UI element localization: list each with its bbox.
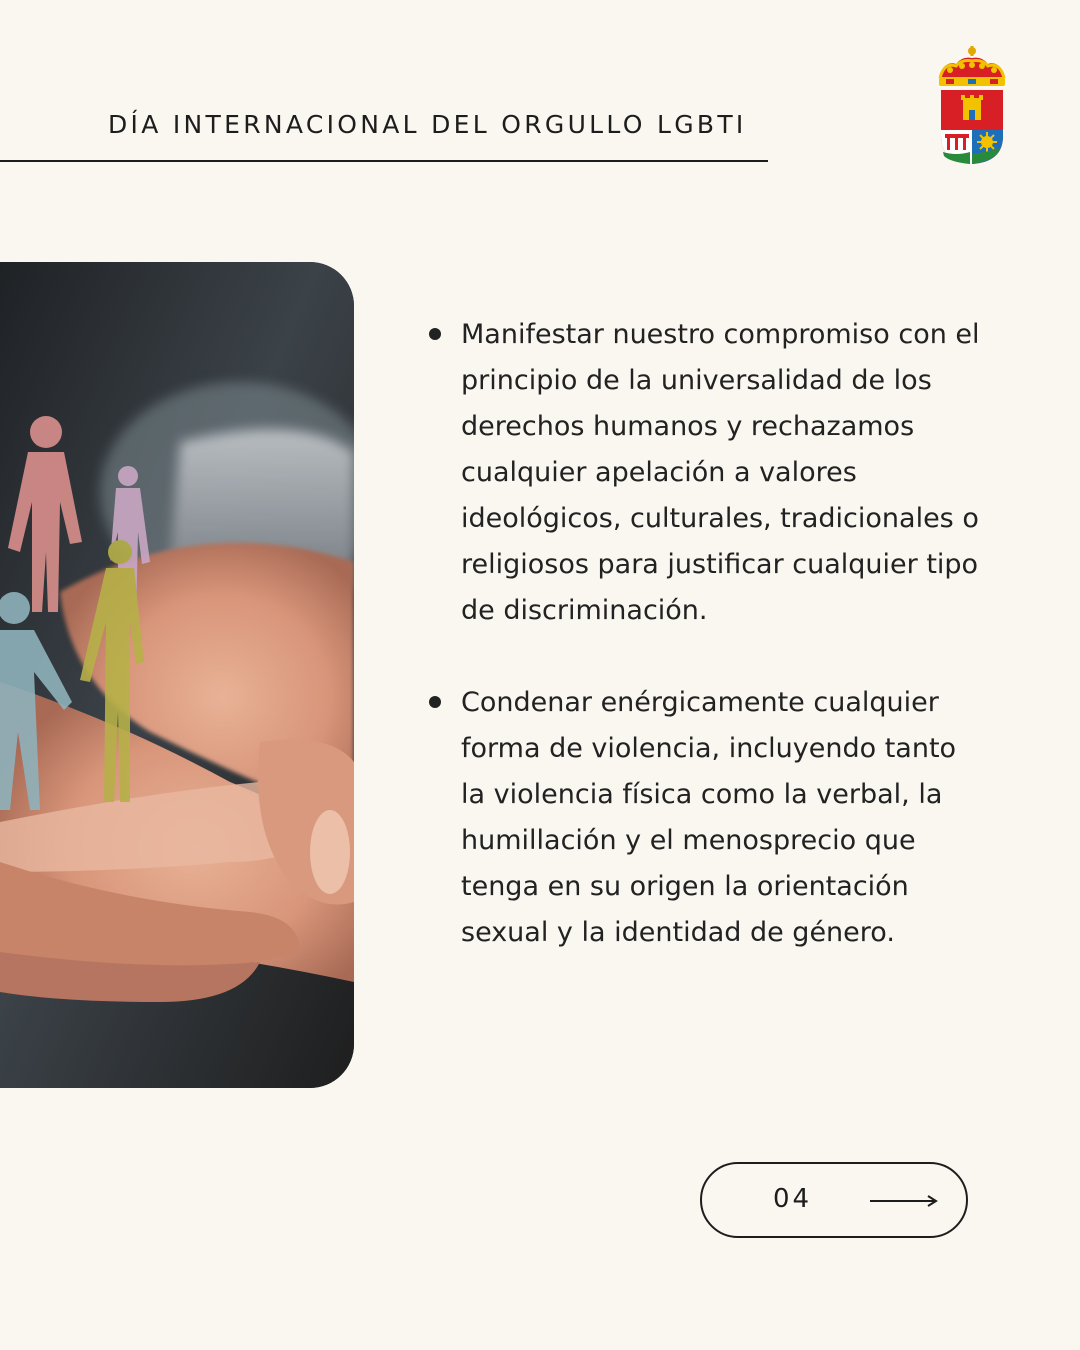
arrow-right-icon (870, 1194, 938, 1208)
list-item (428, 680, 988, 956)
list-item-text: Condenar enérgicamente cualquier forma de violencia, incluyendo tanto la violencia física como la verbal, la humillación y el menosprecio que tenga en su origen la orientación sexual y la identidad de género. (461, 687, 957, 948)
page-number: 04 (773, 1184, 813, 1214)
coat-of-arms-logo (932, 44, 1012, 168)
bullet-icon (429, 696, 441, 708)
list-item (428, 312, 988, 634)
page-title: DÍA INTERNACIONAL DEL ORGULLO LGBTI (108, 110, 747, 139)
header-divider (0, 160, 768, 162)
hands-holding-paper-people-photo (0, 262, 354, 1088)
declaration-list (428, 312, 988, 1002)
next-page-button[interactable] (700, 1162, 968, 1238)
bullet-icon (429, 328, 441, 340)
shield-icon (941, 90, 1003, 164)
list-item-text: Manifestar nuestro compromiso con el principio de la universalidad de los derechos humanos y rechazamos cualquier apelación a valores ideológicos, culturales, tradicionales o religiosos para justificar cualquier tipo de discriminación. (461, 319, 980, 626)
crown-icon (939, 46, 1005, 86)
